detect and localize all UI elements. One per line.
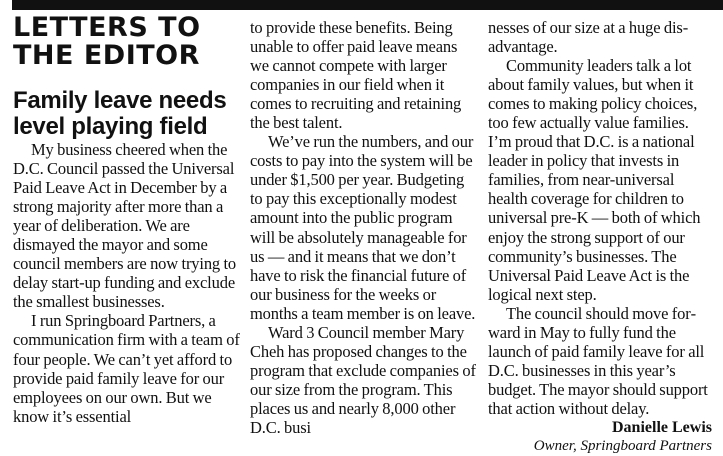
col3-paragraph-3: The council should move forward in May to fully fund the launch of paid family leave for all D.C. businesses in this year’s budget. The mayor should support that action without delay. — [488, 303, 708, 418]
headline-line-1: Family leave needs — [13, 87, 227, 114]
signature-name: Danielle Lewis — [612, 418, 712, 436]
column-1 — [13, 14, 241, 426]
headline-line-2: level playing field — [13, 113, 208, 140]
col2-paragraph-1: to provide these benefits. Being unable to offer paid leave means we cannot compete with larger companies in our field when it comes to recruiting and retaining the best talent. — [250, 18, 462, 133]
signature-title: Owner, Springboard Partners — [533, 437, 712, 454]
col3-paragraph-2: Community leaders talk a lot about family values, but when it comes to making policy choices, too few actually value families. I’m proud that D.C. is a national leader in policy that invests in families, from near-universal health coverage for children to universal pre-K — both of which enjoy the strong support of our community’s businesses. The Universal Paid Leave Act is the logical next step. — [488, 56, 701, 304]
top-rule — [12, 0, 723, 10]
col1-paragraph-1: My business cheered when the D.C. Council passed the Universal Paid Leave Act in December by a strong majority after more than a year of deliberation. We are dismayed the mayor and some council members are now trying to delay start-up funding and exclude the smallest businesses. — [13, 140, 237, 312]
col1-paragraph-2: I run Springboard Partners, a communication firm with a team of four people. We can’t yet afford to provide paid family leave for our employees on our own. But we know it’s essential — [13, 311, 240, 426]
column-3 — [488, 18, 712, 456]
section-title — [13, 14, 241, 70]
letter-headline — [13, 88, 241, 140]
col3-paragraph-1: nesses of our size at a huge disadvantage. — [488, 18, 689, 57]
col2-paragraph-3: Ward 3 Council member Mary Cheh has proposed changes to the program that exclude companies of our size from the program. This places us and nearly 8,000 other D.C. busi — [250, 322, 476, 437]
section-title-line-2: THE EDITOR — [13, 40, 200, 71]
col2-paragraph-2: We’ve run the numbers, and our costs to pay into the system will be under $1,500 per year. Budgeting to pay this exceptionally modest amount into the public program will be absolutely manageable for us — and it means that we don’t have to risk the financial future of our business for the weeks or months a team member is on leave. — [250, 132, 476, 323]
column-2 — [250, 18, 478, 437]
section-title-line-1: LETTERS TO — [13, 12, 201, 43]
